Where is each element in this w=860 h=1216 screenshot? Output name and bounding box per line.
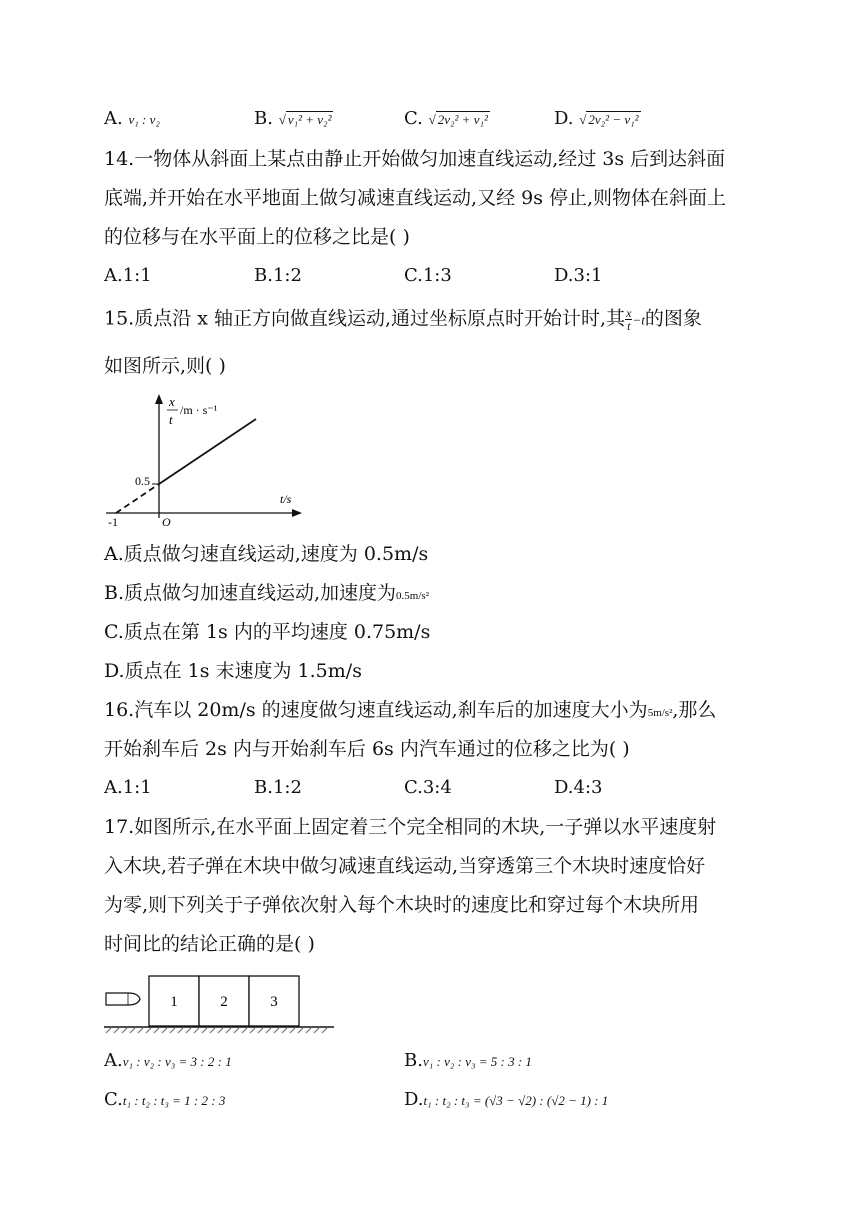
radicand: 2v₂² + v₁²	[437, 112, 488, 127]
x-label: t/s	[280, 492, 292, 506]
neg-one-label: -1	[108, 515, 118, 529]
option-label: D.	[404, 1089, 424, 1110]
q16-text: 16.汽车以 20m/s 的速度做匀速直线运动,刹车后的加速度大小为	[104, 699, 648, 721]
option-expr: t₁ : t₂ : t₃ = 1 : 2 : 3	[122, 1093, 226, 1108]
q16-option-a: A.1:1	[104, 777, 152, 798]
option-label: A.	[104, 108, 123, 129]
q15-line-1	[104, 307, 702, 332]
q17-option-b	[404, 1052, 532, 1070]
q15-text-post: 的图象	[644, 307, 702, 330]
ground-hatching	[106, 1027, 328, 1033]
q15-graph	[104, 390, 304, 530]
q16-option-d: D.4:3	[554, 777, 603, 798]
q15-option-c: C.质点在第 1s 内的平均速度 0.75m/s	[104, 621, 431, 643]
q13-option-c	[404, 110, 490, 128]
y-axis-arrow	[155, 394, 163, 404]
q14-option-c: C.1:3	[404, 265, 452, 286]
q13-option-d	[554, 110, 641, 128]
q17-blocks-diagram	[104, 972, 336, 1036]
q17-option-d	[404, 1091, 608, 1109]
option-label: C.	[404, 108, 423, 129]
q14-option-d: D.3:1	[554, 265, 603, 286]
q14-line-3: 的位移与在水平面上的位移之比是( )	[104, 226, 410, 248]
q16-unit: 5m/s²	[647, 707, 673, 719]
block-1-label: 1	[170, 994, 178, 1010]
option-label: B.	[254, 108, 273, 129]
frac-num: x	[626, 306, 632, 320]
q15-option-b	[104, 584, 429, 603]
q15-line-2: 如图所示,则( )	[104, 355, 226, 377]
q15-option-b-unit: 0.5m/s²	[396, 590, 429, 602]
data-line	[159, 419, 256, 484]
q16-line-2: 开始刹车后 2s 内与开始刹车后 6s 内汽车通过的位移之比为( )	[104, 738, 630, 760]
q16-option-c: C.3:4	[404, 777, 452, 798]
q14-line-2: 底端,并开始在水平地面上做匀减速直线运动,又经 9s 停止,则物体在斜面上	[104, 187, 727, 209]
sqrt-expr: √ 2v₂² − v₁²	[579, 112, 639, 127]
q16-line-1	[104, 701, 716, 720]
q13-option-a	[104, 110, 160, 128]
q15-text: 15.质点沿 x 轴正方向做直线运动,通过坐标原点时开始计时,其	[104, 307, 626, 330]
q17-line-1: 17.如图所示,在水平面上固定着三个完全相同的木块,一子弹以水平速度射	[104, 816, 717, 838]
y-unit-label: /m · s⁻¹	[180, 403, 218, 417]
y-label-den: t	[169, 412, 173, 427]
radicand: 2v₂² − v₁²	[588, 112, 639, 127]
q16-text-post: ,那么	[672, 699, 717, 721]
q17-option-a	[104, 1052, 232, 1070]
option-expr: v₁ : v₂ : v₃ = 3 : 2 : 1	[122, 1054, 232, 1069]
option-label: B.	[404, 1050, 423, 1071]
q17-line-2: 入木块,若子弹在木块中做匀减速直线运动,当穿透第三个木块时速度恰好	[104, 855, 706, 877]
option-label: A.	[104, 1050, 123, 1071]
origin-label: O	[162, 515, 171, 529]
frac-den: t	[627, 319, 631, 333]
q13-option-b	[254, 110, 333, 128]
bullet-icon	[106, 993, 140, 1005]
option-expr: v₁ : v₂	[128, 112, 160, 127]
option-label: D.	[554, 108, 574, 129]
q15-option-a: A.质点做匀速直线运动,速度为 0.5m/s	[104, 543, 429, 565]
intercept-label: 0.5	[135, 474, 150, 488]
q17-line-4: 时间比的结论正确的是( )	[104, 933, 315, 955]
option-expr: t₁ : t₂ : t₃ = (√3 − √2) : (√2 − 1) : 1	[423, 1093, 609, 1108]
q14-line-1: 14.一物体从斜面上某点由静止开始做匀加速直线运动,经过 3s 后到达斜面	[104, 148, 726, 170]
option-label: C.	[104, 1089, 123, 1110]
q14-option-b: B.1:2	[254, 265, 302, 286]
sqrt-expr: √ v₁² + v₂²	[278, 112, 332, 127]
extrapolated-dashed-line	[116, 484, 159, 513]
q15-minus-t: −t	[632, 312, 645, 328]
q14-option-a: A.1:1	[104, 265, 152, 286]
option-expr: v₁ : v₂ : v₃ = 5 : 3 : 1	[422, 1054, 532, 1069]
q15-option-b-text: B.质点做匀加速直线运动,加速度为	[104, 582, 397, 604]
q16-option-b: B.1:2	[254, 777, 302, 798]
q17-option-c	[104, 1091, 225, 1109]
x-axis-arrow	[292, 509, 302, 517]
radicand: v₁² + v₂²	[287, 112, 332, 127]
block-2-label: 2	[220, 994, 228, 1010]
block-3-label: 3	[270, 994, 278, 1010]
y-label-num: x	[169, 394, 175, 409]
q15-option-d: D.质点在 1s 末速度为 1.5m/s	[104, 660, 362, 682]
q17-line-3: 为零,则下列关于子弹依次射入每个木块时的速度比和穿过每个木块所用	[104, 894, 700, 916]
sqrt-expr: √ 2v₂² + v₁²	[428, 112, 488, 127]
